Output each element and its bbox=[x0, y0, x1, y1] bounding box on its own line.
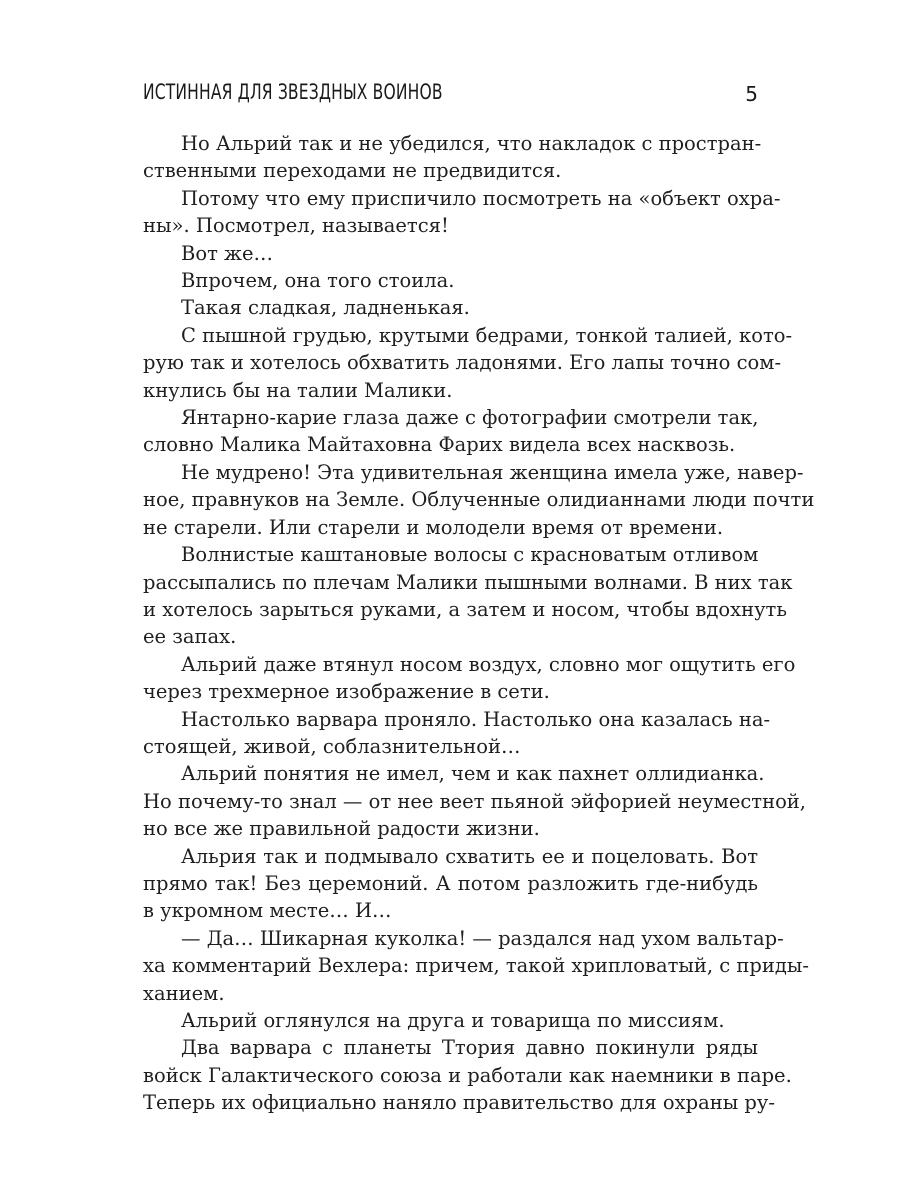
paragraph bbox=[143, 459, 815, 541]
text-line: Такая сладкая, ладненькая. bbox=[181, 296, 470, 320]
text-line: ственными переходами не предвидится. bbox=[143, 159, 562, 183]
text-line: ное, правнуков на Земле. Облученные олидианнами люди почти bbox=[143, 488, 815, 512]
text-line: Альрий понятия не имел, чем и как пахнет оллидианка. bbox=[181, 762, 765, 786]
text-line: Альрий оглянулся на друга и товарища по миссиям. bbox=[181, 1009, 725, 1032]
text-line: Настолько варвара проняло. Настолько она казалась на- bbox=[181, 707, 771, 731]
page-header bbox=[143, 80, 758, 114]
text-line: рассыпались по плечам Малики пышными волнами. В них так bbox=[143, 570, 793, 594]
text-line: С пышной грудью, крутыми бедрами, тонкой талией, кото- bbox=[181, 323, 793, 347]
paragraph bbox=[143, 651, 796, 706]
text-line: прямо так! Без церемоний. А потом разложить где-нибудь bbox=[143, 871, 758, 895]
paragraph bbox=[143, 404, 758, 459]
paragraph bbox=[143, 843, 758, 925]
paragraph bbox=[143, 760, 806, 842]
paragraph bbox=[143, 267, 758, 294]
text-line: Волнистые каштановые волосы с красноватым отливом bbox=[181, 543, 759, 567]
text-line: войск Галактического союза и работали как наемники в паре. bbox=[143, 1063, 792, 1087]
paragraph bbox=[143, 541, 793, 651]
paragraph bbox=[143, 130, 762, 185]
text-line: Но почему-то знал — от нее веет пьяной эйфорией неуместной, bbox=[143, 789, 806, 813]
text-line: Впрочем, она того стоила. bbox=[181, 269, 455, 293]
text-line: Потому что ему приспичило посмотреть на «объект охра- bbox=[181, 186, 781, 210]
text-line: — Да… Шикарная куколка! — раздался над ухом вальтар- bbox=[181, 926, 784, 950]
text-line: стоящей, живой, соблазнительной… bbox=[143, 734, 521, 758]
body-text bbox=[143, 130, 815, 1117]
text-line: и хотелось зарыться руками, а затем и носом, чтобы вдохнуть bbox=[143, 597, 787, 621]
text-line: в укромном месте… И… bbox=[143, 899, 392, 923]
paragraph bbox=[143, 706, 771, 761]
text-line: Не мудрено! Эта удивительная женщина имела уже, навер- bbox=[181, 460, 804, 484]
paragraph bbox=[143, 925, 810, 1007]
paragraph bbox=[143, 1034, 792, 1116]
paragraph bbox=[143, 294, 758, 321]
text-line: Янтарно-карие глаза даже с фотографии смотрели так, bbox=[181, 406, 759, 430]
text-line: Альрия так и подмывало схватить ее и поцеловать. Вот bbox=[181, 844, 758, 868]
text-line: рую так и хотелось обхватить ладонями. Его лапы точно сом- bbox=[143, 351, 782, 375]
text-line: Теперь их официально наняло правительство для охраны ру- bbox=[143, 1091, 775, 1115]
text-line: ее запах. bbox=[143, 625, 237, 649]
running-title: ИСТИННАЯ ДЛЯ ЗВЕЗДНЫХ ВОИНОВ bbox=[143, 80, 443, 104]
text-line: ха комментарий Вехлера: причем, такой хрипловатый, с приды- bbox=[143, 954, 810, 978]
text-line: словно Малика Майтаховна Фарих видела всех насквозь. bbox=[143, 433, 736, 457]
text-line: Альрий даже втянул носом воздух, словно мог ощутить его bbox=[181, 652, 796, 676]
text-line: ны». Посмотрел, называется! bbox=[143, 214, 449, 238]
text-line: но все же правильной радости жизни. bbox=[143, 817, 540, 841]
text-line: ханием. bbox=[143, 981, 225, 1005]
text-line: через трехмерное изображение в сети. bbox=[143, 680, 550, 704]
text-line: кнулись бы на талии Малики. bbox=[143, 378, 453, 402]
paragraph bbox=[143, 240, 758, 267]
paragraph bbox=[143, 185, 781, 240]
text-line: не старели. Или старели и молодели время от времени. bbox=[143, 515, 724, 539]
text-line: Вот же… bbox=[181, 241, 274, 265]
text-line: Два варвара с планеты Ттория давно покинули ряды bbox=[181, 1036, 758, 1060]
page-number: 5 bbox=[745, 82, 758, 106]
text-line: Но Альрий так и не убедился, что накладок с простран- bbox=[181, 132, 762, 155]
paragraph bbox=[143, 1007, 758, 1034]
paragraph bbox=[143, 322, 793, 404]
